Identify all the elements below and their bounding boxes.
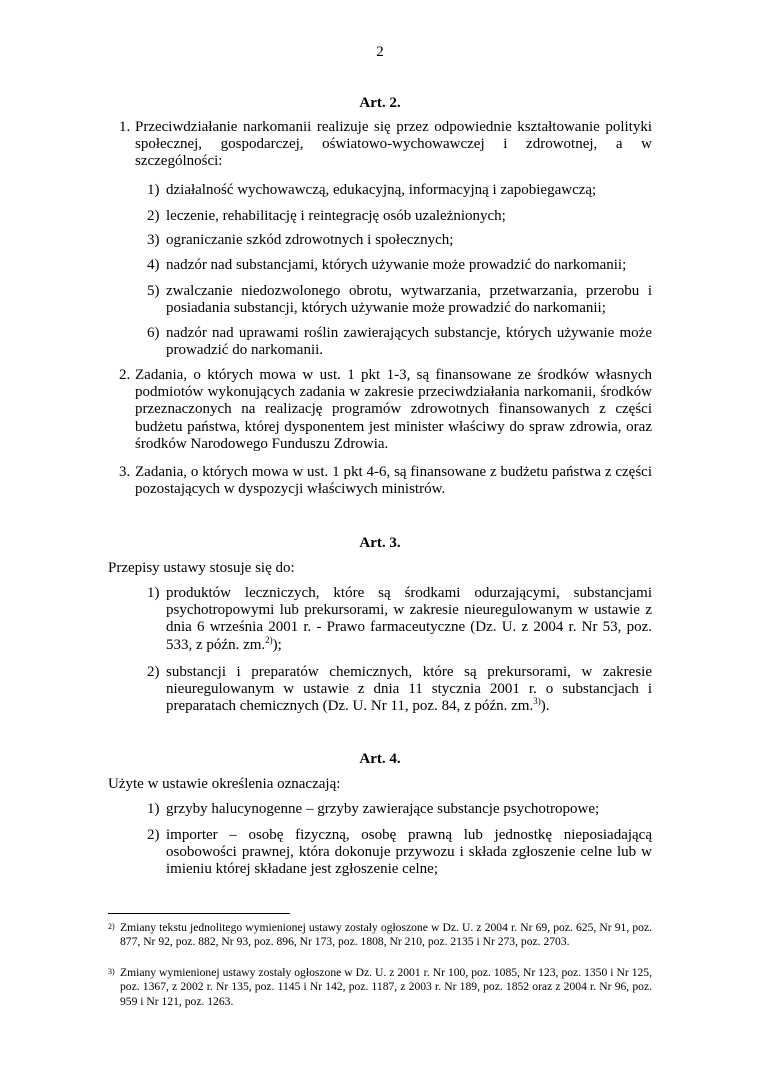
item-number: 5)	[147, 283, 160, 299]
item-text: zwalczanie niedozwolonego obrotu, wytwarzania, przetwarzania, przerobu i posiadania substancji, których używanie może prowadzić do narkomanii;	[166, 283, 652, 317]
item-number: 4)	[147, 257, 160, 273]
page-number: 2	[376, 44, 384, 60]
art2-item-5	[147, 283, 652, 317]
art4-item-2	[147, 827, 652, 879]
art2-paragraph-1	[119, 119, 652, 171]
footnote-ref: 2)	[265, 634, 273, 645]
footnote-number: 2)	[108, 922, 115, 931]
paragraph-number: 2.	[119, 367, 131, 383]
item-text: importer – osobę fizyczną, osobę prawną lub jednostkę nieposiadającą osobowości prawnej, która dokonuje przywozu i składa zgłoszenie celne lub w imieniu której składane jest zgłoszenie celne;	[166, 827, 652, 878]
art2-item-3	[147, 232, 652, 249]
footnote-2	[108, 921, 652, 950]
item-text: działalność wychowawczą, edukacyjną, informacyjną i zapobiegawczą;	[166, 182, 597, 198]
item-number: 2)	[147, 827, 160, 843]
art4-intro: Użyte w ustawie określenia oznaczają:	[108, 776, 341, 792]
art2-item-1	[147, 182, 652, 199]
item-number: 2)	[147, 208, 160, 224]
item-text: ograniczanie szkód zdrowotnych i społecznych;	[166, 232, 454, 248]
item-text: grzyby halucynogenne – grzyby zawierające substancje psychotropowe;	[166, 801, 600, 817]
item-number: 1)	[147, 801, 160, 817]
item-text: leczenie, rehabilitację i reintegrację osób uzależnionych;	[166, 208, 506, 224]
item-number: 2)	[147, 664, 160, 680]
article-4-title: Art. 4.	[359, 751, 401, 767]
art2-item-2	[147, 208, 652, 225]
item-text: substancji i preparatów chemicznych, które są prekursorami, w zakresie nieuregulowanym w ustawie z dnia 11 stycznia 2001 r. o substancjach i preparatach chemicznych (Dz. U. Nr 11, poz. 84, z późn. zm.$^{3)}$).	[166, 664, 652, 715]
paragraph-number: 3.	[119, 464, 131, 480]
footnote-number: 3)	[108, 967, 115, 976]
footnote-text: Zmiany wymienionej ustawy zostały ogłoszone w Dz. U. z 2001 r. Nr 100, poz. 1085, Nr 123, poz. 1350 i Nr 125, poz. 1367, z 2002 r. Nr 135, poz. 1145 i Nr 142, poz. 1187, z 2003 r. Nr 189, poz. 1852 oraz z 2004 r. Nr 96, poz. 959 i Nr 121, poz. 1263.	[120, 966, 652, 1008]
article-3-title: Art. 3.	[359, 535, 401, 551]
item-number: 6)	[147, 325, 160, 341]
footnote-3	[108, 966, 652, 1009]
paragraph-text: Zadania, o których mowa w ust. 1 pkt 4-6, są finansowane z budżetu państwa z części pozostających w dyspozycji właściwych ministrów.	[135, 464, 652, 498]
item-text: nadzór nad substancjami, których używanie może prowadzić do narkomanii;	[166, 257, 627, 273]
footnote-ref: 3)	[533, 696, 541, 707]
paragraph-text: Zadania, o których mowa w ust. 1 pkt 1-3, są finansowane ze środków własnych podmiotów wykonujących zadania w zakresie przeciwdziałania narkomanii, środków przeznaczonych na realizację programów zdrowotnych finansowanych z części budżetu państwa, której dysponentem jest minister właściwy do spraw zdrowia, oraz środków Narodowego Funduszu Zdrowia.	[135, 367, 652, 452]
art2-paragraph-2	[119, 367, 652, 453]
art3-intro: Przepisy ustawy stosuje się do:	[108, 560, 295, 576]
art4-item-1	[147, 801, 652, 818]
item-text: nadzór nad uprawami roślin zawierających substancje, których używanie może prowadzić do narkomanii.	[166, 325, 652, 359]
art2-paragraph-3	[119, 464, 652, 498]
item-number: 1)	[147, 585, 160, 601]
paragraph-number: 1.	[119, 119, 131, 135]
item-number: 1)	[147, 182, 160, 198]
art2-item-6	[147, 325, 652, 359]
art3-item-2	[147, 664, 652, 716]
footnote-divider	[108, 913, 290, 914]
art3-item-1	[147, 585, 652, 654]
item-number: 3)	[147, 232, 160, 248]
paragraph-text: Przeciwdziałanie narkomanii realizuje się przez odpowiednie kształtowanie polityki społecznej, gospodarczej, oświatowo-wychowawczej i zdrowotnej, a w szczególności:	[135, 119, 652, 170]
item-text: produktów leczniczych, które są środkami odurzającymi, substancjami psychotropowymi lub prekursorami, w zakresie nieuregulowanym w ustawie z dnia 6 września 2001 r. - Prawo farmaceutyczne (Dz. U. z 2004 r. Nr 53, poz. 533, z późn. zm.$^{2)}$);	[166, 585, 652, 653]
art2-item-4	[147, 257, 652, 274]
article-2-title: Art. 2.	[359, 95, 401, 111]
footnote-text: Zmiany tekstu jednolitego wymienionej ustawy zostały ogłoszone w Dz. U. z 2004 r. Nr 69, poz. 625, Nr 91, poz. 877, Nr 92, poz. 882, Nr 93, poz. 896, Nr 173, poz. 1808, Nr 210, poz. 2135 i Nr 273, poz. 2703.	[120, 921, 652, 949]
